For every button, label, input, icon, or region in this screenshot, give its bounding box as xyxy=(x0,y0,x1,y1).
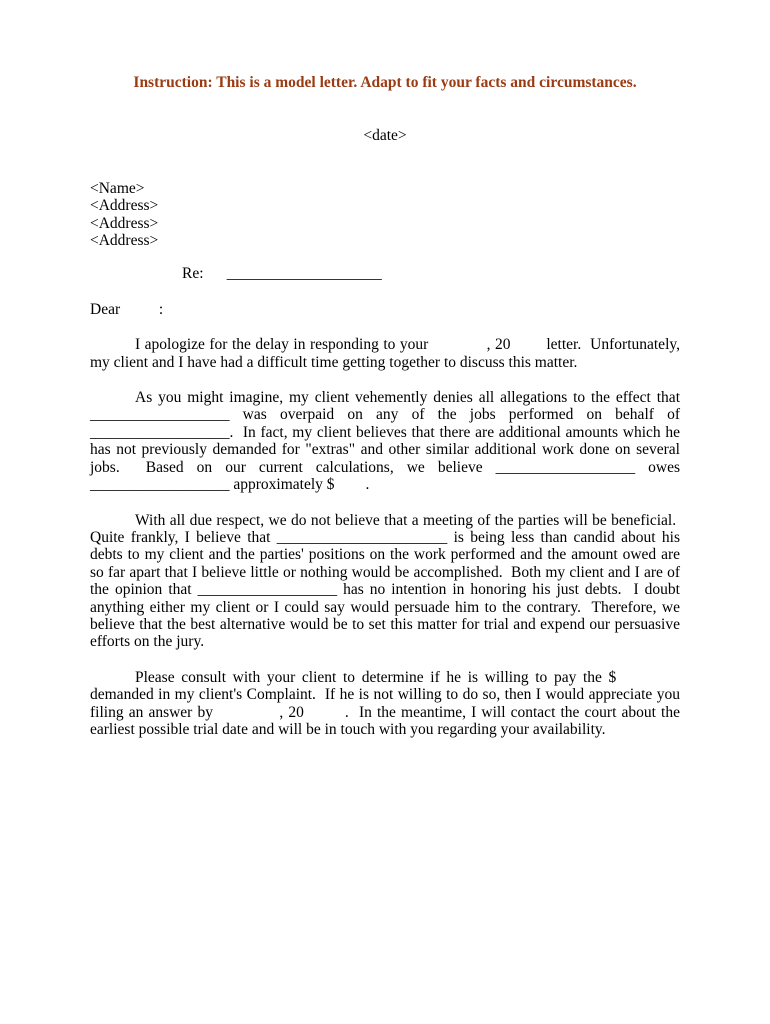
recipient-address-block xyxy=(90,180,680,250)
recipient-name: <Name> xyxy=(90,179,145,197)
re-subject-line: Re: ____________________ xyxy=(182,265,382,283)
recipient-address-2: <Address> xyxy=(90,214,159,232)
instruction-heading: Instruction: This is a model letter. Adapt to fit your facts and circumstances. xyxy=(133,74,637,91)
paragraph-meeting-opinion: With all due respect, we do not believe that a meeting of the parties will be beneficial. Quite frankly, I believe that ______________________ is being less than candid about his debts to my client and the parties' positions on the work performed and the amount owed are so far apart that I believe little or nothing would be accomplished. Both my client and I are of the opinion that __________________ has no intention in honoring his just debts. I doubt anything either my client or I could say would persuade him to the contrary. Therefore, we believe that the best alternative would be to set this matter for trial and expend our persuasive efforts on the jury. xyxy=(90,511,680,651)
salutation: Dear : xyxy=(90,300,164,318)
paragraph-denial: As you might imagine, my client vehemently denies all allegations to the effect that __________________ was overpaid on any of the jobs performed on behalf of __________________. In fact, my client believes that there are additional amounts which he has not previously demanded for "extras" and other similar additional work done on several jobs. Based on our current calculations, we believe __________________ owes __________________ approximately $ . xyxy=(90,389,680,494)
recipient-address-3: <Address> xyxy=(90,232,159,250)
recipient-address-1: <Address> xyxy=(90,197,159,215)
paragraph-apology: I apologize for the delay in responding to your , 20 letter. Unfortunately, my client and I have had a difficult time getting together to discuss this matter. xyxy=(90,336,680,371)
paragraph-demand: Please consult with your client to determine if he is willing to pay the $ demanded in my client's Complaint. If he is not willing to do so, then I would appreciate you filing an answer by , 20 . In the meantime, I will contact the court about the earliest possible trial date and will be in touch with you regarding your availability. xyxy=(90,668,680,738)
date-placeholder: <date> xyxy=(363,127,407,145)
